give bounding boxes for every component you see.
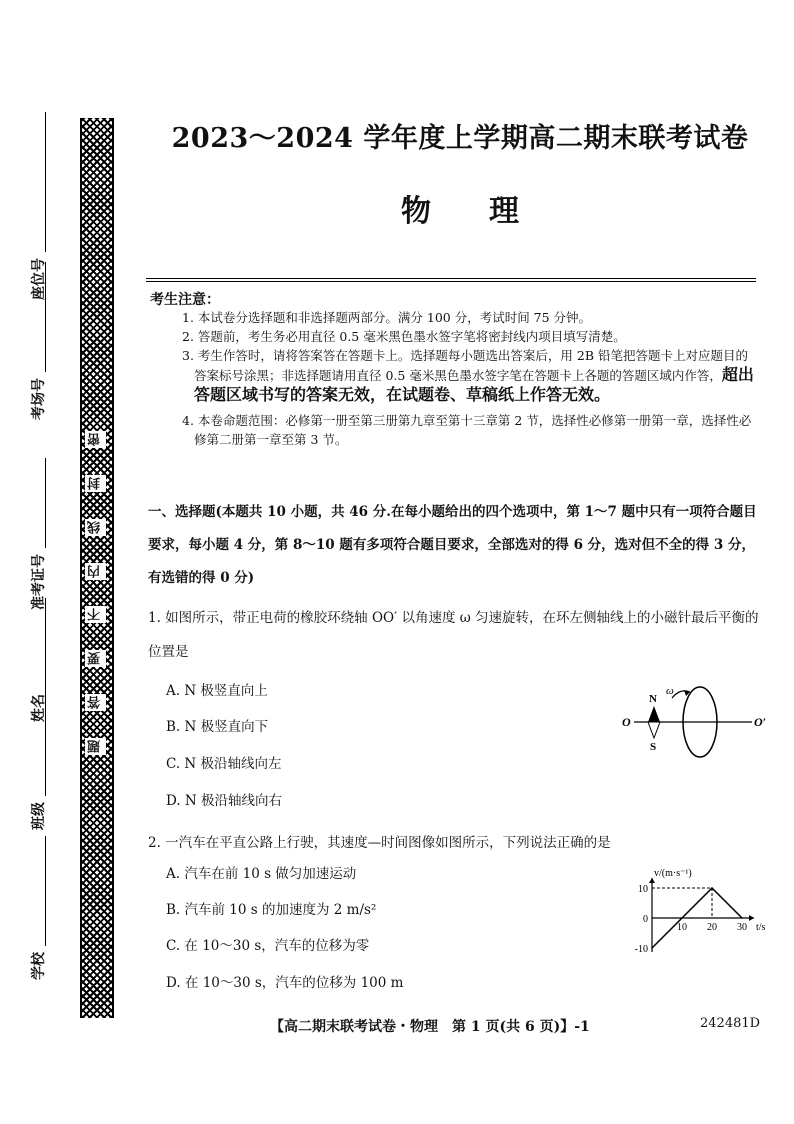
chart-axes — [635, 868, 766, 955]
notice-emphasis: 超出答题区域书写的答案无效，在试题卷、草稿纸上作答无效。 — [194, 365, 754, 404]
data-point — [711, 887, 713, 889]
seal-char: 题 — [85, 738, 106, 755]
fill-line[interactable] — [31, 598, 46, 688]
notice-item — [182, 327, 758, 346]
seal-char: 要 — [85, 650, 106, 667]
seal-char: 密 — [85, 431, 106, 448]
x-axis-label: t/s — [756, 922, 766, 933]
q1-option-a[interactable]: A. N 极竖直向上 — [166, 683, 268, 699]
x-axis-arrow-icon — [749, 915, 754, 921]
label-o-prime: O′ — [754, 715, 767, 729]
seal-char: 答 — [85, 694, 106, 711]
field-label-class: 班级 — [31, 802, 47, 830]
field-label-exam-id: 准考证号 — [31, 554, 47, 610]
x-tick-label: 30 — [737, 922, 747, 933]
q1-option-d[interactable]: D. N 极沿轴线向右 — [166, 793, 283, 809]
q1-option-c[interactable]: C. N 极沿轴线向左 — [166, 756, 282, 772]
field-label-school: 学校 — [31, 952, 47, 980]
q2-option-c[interactable]: C. 在 10～30 s，汽车的位移为零 — [166, 938, 370, 954]
field-seat — [28, 112, 48, 300]
label-n: N — [649, 693, 657, 705]
fill-line[interactable] — [31, 112, 46, 252]
field-school — [28, 836, 48, 980]
field-label-name: 姓名 — [31, 694, 47, 722]
notice-text: 2. 答题前，考生务必用直径 0.5 毫米黑色墨水签字笔将密封线内项目填写清楚。 — [182, 329, 626, 344]
fill-line[interactable] — [31, 836, 46, 946]
q2-option-a[interactable]: A. 汽车在前 10 s 做匀加速运动 — [166, 866, 357, 882]
footer-page-info: 【高二期末联考试卷・物理 第 1 页(共 6 页)】-1 — [270, 1019, 590, 1035]
notice-text: 1. 本试卷分选择题和非选择题两部分。满分 100 分，考试时间 75 分钟。 — [182, 310, 592, 325]
y-tick-label: 10 — [638, 884, 648, 895]
notice-item — [182, 411, 758, 449]
q2-option-d[interactable]: D. 在 10～30 s，汽车的位移为 100 m — [166, 975, 404, 991]
field-label-seat: 座位号 — [31, 258, 47, 300]
seal-char: 内 — [85, 563, 106, 580]
data-point — [651, 947, 653, 949]
vt-chart — [620, 866, 770, 976]
seal-char: 线 — [85, 519, 106, 536]
q1-figure — [620, 680, 770, 780]
header-rule-thin — [146, 281, 756, 282]
notice-item — [182, 308, 758, 327]
field-name — [28, 598, 48, 722]
subject-title: 物理 — [401, 194, 577, 229]
needle-north-icon — [648, 706, 660, 722]
seal-char: 封 — [85, 475, 106, 492]
header-rule — [146, 278, 756, 279]
notice-list — [182, 308, 758, 449]
y-axis-label: v/(m·s⁻¹) — [654, 868, 692, 879]
needle-south-icon — [648, 722, 660, 738]
notice-title: 考生注意： — [150, 292, 220, 308]
notice-item — [182, 346, 758, 405]
exam-title: 2023～2024 学年度上学期高二期末联考试卷 — [171, 123, 749, 154]
fill-line[interactable] — [31, 458, 46, 548]
notice-text: 4. 本卷命题范围：必修第一册至第三册第九章至第十三章第 2 节，选择性必修第一册第一章，选择性必修第二册第一章至第 3 节。 — [182, 413, 752, 447]
section-heading: 一、选择题(本题共 10 小题，共 46 分.在每小题给出的四个选项中，第 1～7 题中只有一项符合题目要求，每小题 4 分，第 8～10 题有多项符合题目要求，全部选对的得 6 分，选对但不全的得 3 分，有选错的得 0 分) — [148, 504, 757, 586]
y-tick-label: 0 — [643, 914, 648, 925]
q1-stem: 1. 如图所示，带正电荷的橡胶环绕轴 OO′ 以角速度 ω 匀速旋转，在环左侧轴线上的小磁针最后平衡的位置是 — [148, 610, 759, 660]
label-s: S — [650, 741, 657, 753]
field-label-room: 考场号 — [31, 378, 47, 420]
field-exam-id — [28, 458, 48, 610]
seal-text-column — [80, 118, 110, 1018]
x-tick-label: 10 — [677, 922, 687, 933]
seal-char: 不 — [85, 606, 106, 623]
footer-code: 242481D — [700, 1016, 761, 1031]
q1-option-b[interactable]: B. N 极竖直向下 — [166, 719, 269, 735]
y-tick-label: -10 — [634, 944, 648, 955]
q2-option-b[interactable]: B. 汽车前 10 s 的加速度为 2 m/s² — [166, 902, 377, 918]
data-point — [741, 917, 743, 919]
label-o: O — [622, 715, 631, 729]
q2-stem: 2. 一汽车在平直公路上行驶，其速度—时间图像如图所示，下列说法正确的是 — [148, 835, 611, 851]
label-omega: ω — [666, 685, 674, 697]
x-tick-label: 20 — [707, 922, 717, 933]
notice-text: 3. 考生作答时，请将答案答在答题卡上。选择题每小题选出答案后，用 2B 铅笔把答题卡上对应题目的答案标号涂黑；非选择题请用直径 0.5 毫米黑色墨水签字笔在答题卡上各题的答题区域内作答， — [182, 348, 748, 383]
